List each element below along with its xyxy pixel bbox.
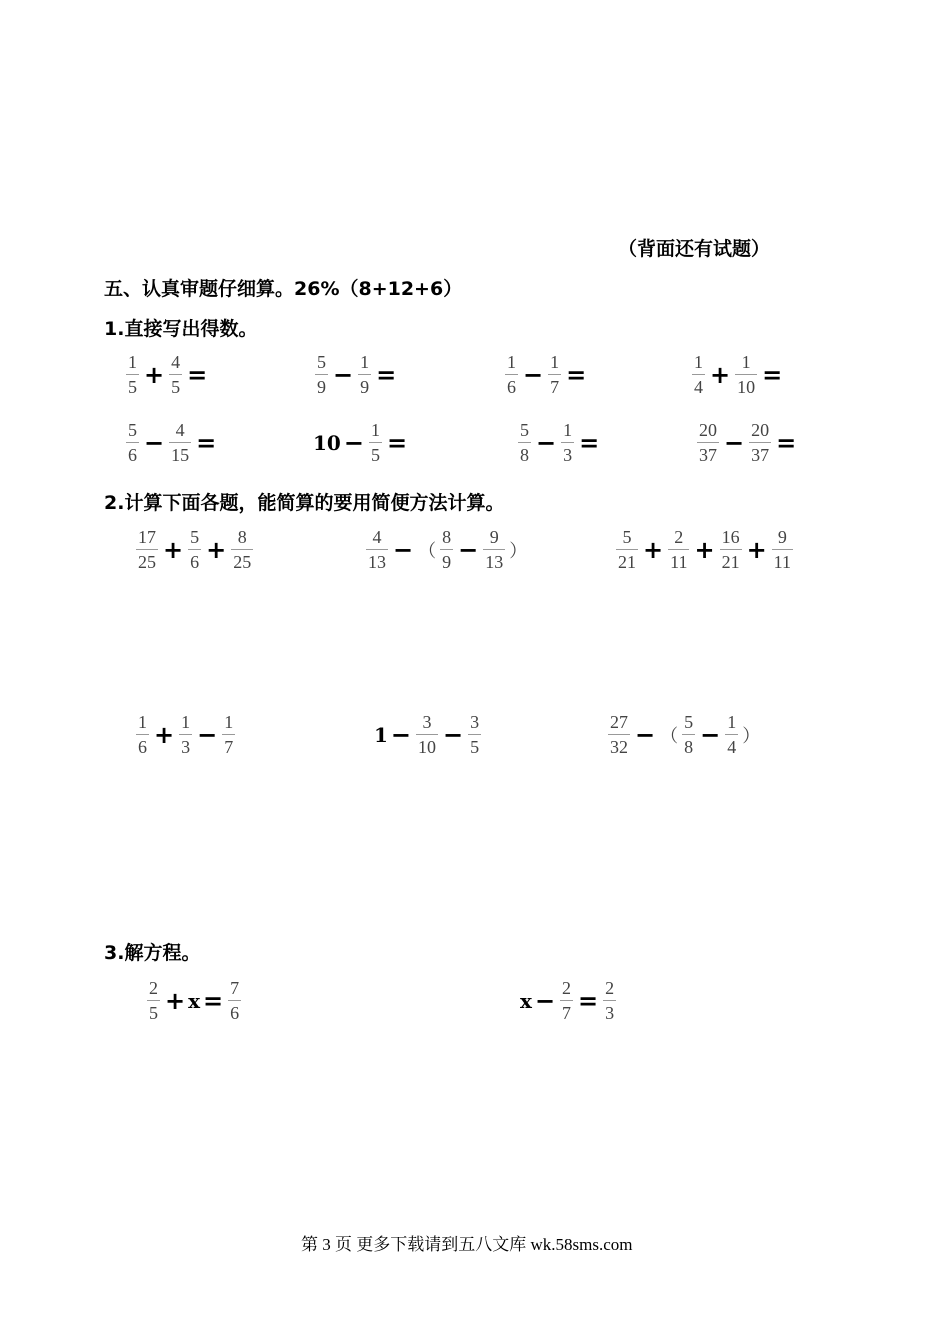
fraction-bar [772, 549, 793, 550]
numerator: 1 [741, 352, 751, 372]
numerator: 1 [181, 712, 191, 732]
q3-title: 3.解方程。 [104, 942, 201, 964]
q1-expr [516, 420, 602, 465]
parenthesis: ） [509, 540, 528, 562]
fraction [772, 527, 793, 572]
operator: + [643, 535, 664, 564]
fraction [668, 527, 689, 572]
numerator: 1 [370, 420, 380, 440]
fraction [315, 352, 328, 397]
operator: − [536, 428, 557, 457]
fraction-bar [188, 549, 201, 550]
fraction-bar [169, 442, 191, 443]
operator: + [710, 360, 731, 389]
numerator: 1 [694, 352, 703, 372]
denominator: 13 [485, 552, 504, 572]
section-title: 五、认真审题仔细算。26%（8+12+6） [104, 278, 463, 300]
page-footer: 第 3 页 更多下载请到五八文库 wk.58sms.com [301, 1235, 633, 1254]
denominator: 15 [171, 445, 190, 465]
denominator: 3 [181, 737, 191, 757]
denominator: 32 [610, 737, 628, 757]
operator: − [443, 720, 464, 749]
numerator: 2 [562, 978, 572, 998]
fraction-bar [228, 1000, 241, 1001]
numerator: 9 [777, 527, 787, 547]
denominator: 11 [670, 552, 688, 572]
fraction [147, 978, 160, 1023]
numerator: 1 [138, 712, 147, 732]
numerator: 5 [684, 712, 694, 732]
fraction [179, 712, 192, 757]
fraction-bar [440, 549, 453, 550]
back-note: （背面还有试题） [618, 238, 771, 260]
q1-expr [124, 420, 219, 465]
operator: + [206, 535, 227, 564]
operator: = [566, 360, 587, 389]
numerator: 8 [442, 527, 452, 547]
operator: + [694, 535, 715, 564]
fraction-bar [136, 549, 158, 550]
numerator: 1 [727, 712, 737, 732]
fraction-bar [416, 734, 438, 735]
numerator: 1 [128, 352, 137, 372]
numerator: 5 [622, 527, 632, 547]
denominator: 10 [418, 737, 437, 757]
fraction-bar [505, 374, 518, 375]
denominator: 25 [233, 552, 252, 572]
fraction-bar [369, 442, 382, 443]
fraction [720, 527, 742, 572]
q2-title: 2.计算下面各题，能简算的要用简便方法计算。 [104, 492, 505, 514]
fraction-bar [616, 549, 638, 550]
denominator: 6 [128, 445, 137, 465]
operator: + [144, 360, 165, 389]
fraction [126, 420, 139, 465]
operator: = [578, 986, 599, 1015]
operator: = [196, 428, 217, 457]
numerator: 20 [751, 420, 770, 440]
numerator: 5 [317, 352, 326, 372]
term: x [520, 988, 532, 1013]
denominator: 9 [360, 377, 370, 397]
fraction-bar [692, 374, 705, 375]
numerator: 1 [360, 352, 370, 372]
denominator: 37 [751, 445, 770, 465]
numerator: 5 [190, 527, 200, 547]
numerator: 2 [674, 527, 684, 547]
denominator: 21 [618, 552, 636, 572]
fraction [749, 420, 771, 465]
fraction [468, 712, 481, 757]
parenthesis: ） [742, 725, 761, 747]
fraction-bar [608, 734, 630, 735]
parenthesis: （ [660, 725, 679, 747]
fraction-bar [720, 549, 742, 550]
numerator: 7 [230, 978, 240, 998]
denominator: 7 [562, 1003, 572, 1023]
fraction [682, 712, 695, 757]
denominator: 9 [442, 552, 452, 572]
fraction-bar [126, 442, 139, 443]
operator: − [393, 535, 414, 564]
numerator: 5 [128, 420, 137, 440]
numerator: 2 [149, 978, 158, 998]
fraction-bar [548, 374, 561, 375]
operator: − [390, 720, 412, 749]
denominator: 5 [370, 445, 380, 465]
numerator: 17 [138, 527, 156, 547]
fraction [518, 420, 531, 465]
fraction [126, 352, 139, 397]
operator: + [165, 986, 186, 1015]
fraction-bar [668, 549, 689, 550]
fraction [231, 527, 253, 572]
fraction-bar [725, 734, 738, 735]
operator: − [635, 720, 656, 749]
operator: + [163, 535, 184, 564]
fraction [561, 420, 574, 465]
operator: − [458, 535, 479, 564]
denominator: 9 [317, 377, 326, 397]
fraction-bar [682, 734, 695, 735]
q1-expr [124, 352, 210, 397]
operator: = [579, 428, 600, 457]
q1-expr [690, 352, 785, 397]
fraction-bar [126, 374, 139, 375]
fraction [560, 978, 573, 1023]
fraction-bar [315, 374, 328, 375]
fraction-bar [366, 549, 388, 550]
q2-expr [606, 712, 762, 757]
fraction-bar [147, 1000, 160, 1001]
fraction [616, 527, 638, 572]
denominator: 4 [727, 737, 737, 757]
fraction [692, 352, 705, 397]
fraction [136, 527, 158, 572]
fraction [222, 712, 235, 757]
denominator: 11 [773, 552, 792, 572]
operator: = [386, 428, 408, 457]
denominator: 4 [694, 377, 703, 397]
operator: = [376, 360, 397, 389]
fraction [697, 420, 719, 465]
q1-expr [503, 352, 589, 397]
fraction [416, 712, 438, 757]
denominator: 25 [138, 552, 156, 572]
fraction [228, 978, 241, 1023]
operator: − [333, 360, 354, 389]
numerator: 20 [699, 420, 717, 440]
numerator: 1 [563, 420, 573, 440]
operator: + [746, 535, 767, 564]
numerator: 4 [372, 527, 382, 547]
operator: − [523, 360, 544, 389]
fraction-bar [561, 442, 574, 443]
q3-equation [145, 978, 243, 1023]
numerator: 27 [610, 712, 628, 732]
denominator: 6 [230, 1003, 240, 1023]
operator: + [154, 720, 175, 749]
operator: − [700, 720, 721, 749]
fraction [188, 527, 201, 572]
fraction-bar [169, 374, 182, 375]
operator: = [776, 428, 797, 457]
fraction [366, 527, 388, 572]
fraction-bar [222, 734, 235, 735]
denominator: 13 [368, 552, 386, 572]
fraction [169, 352, 182, 397]
operator: − [534, 986, 556, 1015]
operator: − [724, 428, 745, 457]
fraction [548, 352, 561, 397]
denominator: 21 [721, 552, 740, 572]
numerator: 3 [470, 712, 480, 732]
fraction [358, 352, 371, 397]
denominator: 10 [737, 377, 756, 397]
q2-expr [614, 527, 795, 572]
numerator: 3 [422, 712, 432, 732]
denominator: 6 [138, 737, 147, 757]
numerator: 4 [175, 420, 185, 440]
q2-expr [374, 712, 483, 757]
fraction-bar [749, 442, 771, 443]
fraction [483, 527, 505, 572]
fraction-bar [231, 549, 253, 550]
fraction [369, 420, 382, 465]
denominator: 7 [550, 377, 560, 397]
q3-equation [520, 978, 618, 1023]
numerator: 16 [721, 527, 740, 547]
fraction-bar [735, 374, 757, 375]
numerator: 2 [605, 978, 615, 998]
fraction [505, 352, 518, 397]
fraction-bar [603, 1000, 616, 1001]
parenthesis: （ [418, 540, 437, 562]
denominator: 3 [605, 1003, 615, 1023]
numerator: 9 [489, 527, 499, 547]
term: x [188, 988, 201, 1013]
denominator: 3 [563, 445, 573, 465]
fraction-bar [518, 442, 531, 443]
denominator: 8 [684, 737, 694, 757]
operator: = [187, 360, 208, 389]
fraction-bar [136, 734, 149, 735]
numerator: 5 [520, 420, 529, 440]
q1-title: 1.直接写出得数。 [104, 318, 258, 340]
operator: = [762, 360, 783, 389]
q2-expr [134, 712, 237, 757]
denominator: 37 [699, 445, 717, 465]
operator: − [343, 428, 364, 457]
fraction-bar [358, 374, 371, 375]
denominator: 6 [190, 552, 200, 572]
denominator: 5 [149, 1003, 158, 1023]
fraction-bar [179, 734, 192, 735]
fraction [136, 712, 149, 757]
operator: = [203, 986, 224, 1015]
q2-expr [134, 527, 255, 572]
numerator: 1 [550, 352, 560, 372]
numerator: 4 [171, 352, 181, 372]
fraction-bar [468, 734, 481, 735]
operator: − [144, 428, 165, 457]
fraction [603, 978, 616, 1023]
fraction [169, 420, 191, 465]
denominator: 5 [470, 737, 480, 757]
denominator: 7 [224, 737, 234, 757]
q1-expr [695, 420, 799, 465]
numerator: 1 [224, 712, 234, 732]
fraction-bar [483, 549, 505, 550]
denominator: 8 [520, 445, 529, 465]
fraction [725, 712, 738, 757]
q1-expr [313, 352, 399, 397]
q2-expr [364, 527, 529, 572]
fraction [608, 712, 630, 757]
fraction [440, 527, 453, 572]
term: 10 [313, 430, 341, 455]
q1-expr [313, 420, 410, 465]
numerator: 8 [237, 527, 247, 547]
fraction-bar [697, 442, 719, 443]
denominator: 5 [171, 377, 181, 397]
fraction-bar [560, 1000, 573, 1001]
operator: − [197, 720, 218, 749]
numerator: 1 [507, 352, 516, 372]
denominator: 5 [128, 377, 137, 397]
denominator: 6 [507, 377, 516, 397]
fraction [735, 352, 757, 397]
term: 1 [374, 722, 388, 747]
